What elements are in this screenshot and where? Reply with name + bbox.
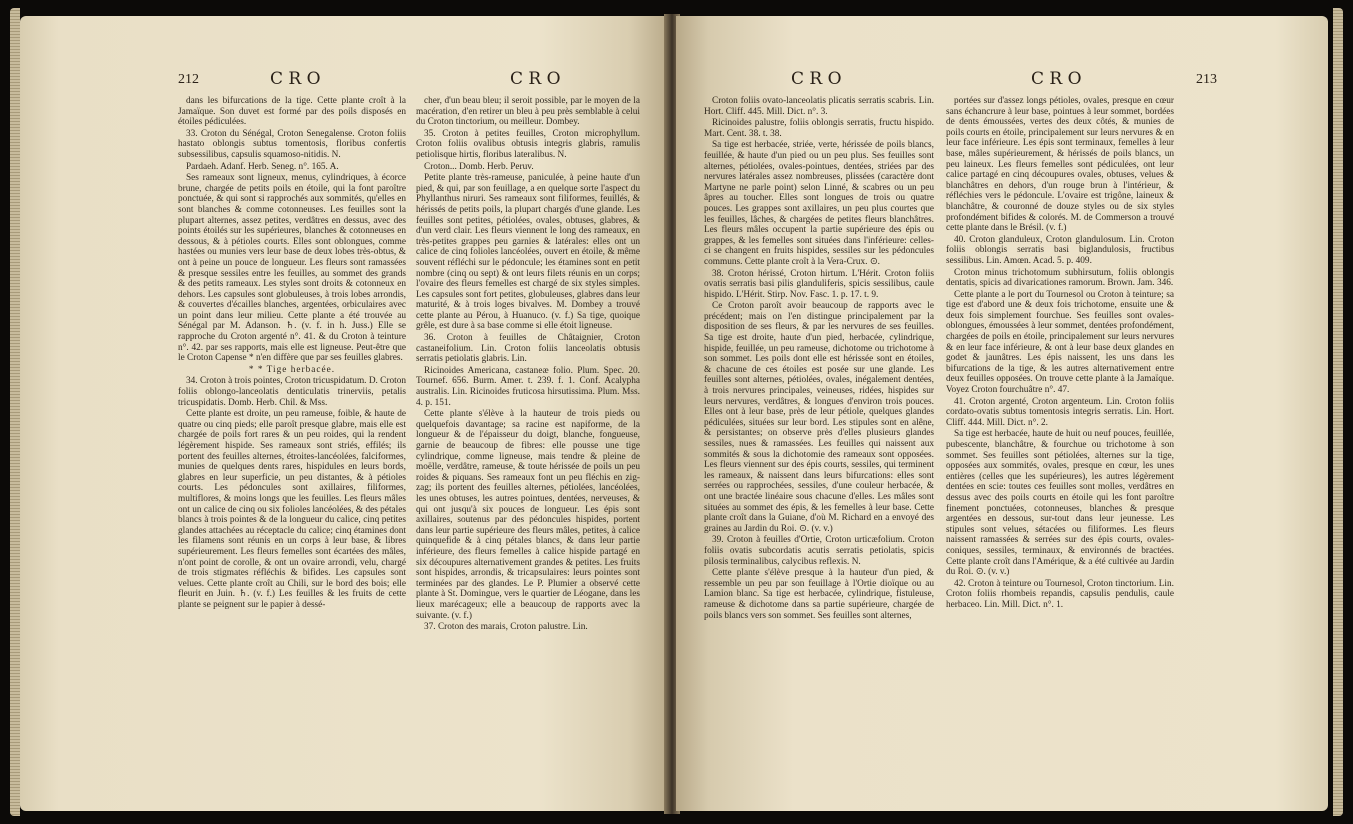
- left-running-head-1: C R O: [270, 69, 321, 89]
- paragraph: Croton foliis ovato-lanceolatis plicatis serratis scabris. Lin. Hort. Cliff. 445. Mill. Dict. n°. 3.: [704, 96, 934, 117]
- paragraph: Cette plante est droite, un peu rameuse, foible, & haute de quatre ou cinq pieds; elle paroît presque glabre, mais elle est chargée de poils fort rares & un peu roides, qui la rendent légèrement hispide. Ses rameaux sont striés, effilés; ils portent des feuilles alternes, étroites-lancéolées, falciformes, munies de quelques dents rares, hispidules en leurs bords, glabres en leur superficie, un peu distantes, & à pétioles courts. Les pédoncules sont axillaires, filiformes, multiflores, & moins longs que les feuilles. Les fleurs mâles ont un calice de cinq ou six folioles lancéolées, & des pétales blancs à trois pointes & de la longueur du calice, cinq petites glandes attachées au réceptacle du calice; cinq étamines dont les filamens sont réunis en un corps à leur base, & libres supérieurement. Les fleurs femelles sont écartées des mâles, n'ont point de corolle, & ont un ovaire arrondi, velu, chargé de trois stigmates réfléchis & bifides. Les capsules sont velues. Cette plante croît au Chili, sur le bord des bois; elle fleurit en Juin. ♄. (v. f.) Les feuilles & les fruits de cette plante se peignent sur le papier à dessé-: [178, 409, 406, 610]
- paragraph: Croton... Domb. Herb. Peruv.: [424, 161, 534, 172]
- paragraph: Croton minus trichotomum subhirsutum, foliis oblongis dentatis, spicis ad divaricationes ramorum. Brown. Jam. 346.: [946, 267, 1174, 289]
- left-page-number: 212: [178, 72, 199, 87]
- paragraph: 42. Croton à teinture ou Tournesol, Croton tinctorium. Lin. Croton foliis rhombeis repandis, capsulis pendulis, caule herbaceo. Lin. Mill. Dict. n°. 1.: [946, 578, 1174, 610]
- right-page-edges: [1333, 8, 1343, 816]
- paragraph: Sa tige est herbacée, haute de huit ou neuf pouces, feuillée, pubescente, blanchâtre, & fourchue ou trichotome à son sommet. Ses feuilles sont pétiolées, alternes sur la tige, opposées aux sommités, ovales, presque en cœur, les unes entières (celles que les supérieures), les autres légèrement dentées en scie: toutes ces feuilles sont molles, verdâtres en dessus avec des poils courts en étoile qui les font paroître finement ponctuées, cotonneuses, blanches & presque argentées en dessous, sur-tout dans leur jeunesse. Les stipules sont velues, sétacées ou filiformes. Les fleurs naissent ramassées & serrées sur des épis courts, ovales-coniques, sessiles, terminaux, & environnés de bractées. Cette plante croît dans l'Amérique, & a été cultivée au Jardin du Roi. ⊙. (v. v.): [946, 429, 1174, 578]
- paragraph: 41. Croton argenté, Croton argenteum. Lin. Croton foliis cordato-ovatis subtus tomentosis integris serratis. Lin. Hort. Cliff. 444. Mill. Dict. n°. 2.: [946, 396, 1174, 428]
- paragraph: Sa tige est herbacée, striée, verte, hérissée de poils blancs, feuillée, & haute d'un pied ou un peu plus. Ses feuilles sont alternes, pétiolées, ovales-pointues, dentées, striées par des nervures latérales assez nombreuses, plissées (caractère dont Martyne ne parle point) selon Linné, & scabres ou un peu âpres au toucher. Elles sont longues de trois ou quatre pouces. Les grappes sont axillaires, un peu plus courtes que les feuilles, lâches, & chargées de petites fleurs blanchâtres. Les fleurs mâles occupent la partie supérieure des épis ou grappes, & les femelles sont situées dans l'inférieure: celles-ci se changent en fruits hispides, sessiles sur les pédoncules communs. Cette plante croît à la Vera-Crux. ⊙.: [704, 140, 934, 267]
- paragraph: 40. Croton glanduleux, Croton glandulosum. Lin. Croton foliis oblongis serratis basi biglandulosis, fructibus sessilibus. Lin. Amœn. Acad. 5. p. 409.: [946, 234, 1174, 266]
- right-column-1: [704, 96, 934, 622]
- paragraph: Ricinoides Americana, castaneæ folio. Plum. Spec. 20. Tournef. 656. Burm. Amer. t. 239. f. 1. Conf. Acalypha australis. Lin. Ricinoides fruticosa hirsutissima. Plum. Mss. 4. p. 151.: [416, 365, 640, 408]
- paragraph: 38. Croton hérissé, Croton hirtum. L'Hérit. Croton foliis ovatis serratis basi pilis glanduliferis, spicis sessilibus, caule hispido. L'Hérit. Stirp. Nov. Fasc. 1. p. 17. t. 9.: [704, 268, 934, 300]
- left-page-edges: [10, 8, 20, 816]
- paragraph: cher, d'un beau bleu; il seroit possible, par le moyen de la macération, d'en retirer un bleu à peu près semblable à celui du Croton tinctorium, ou meilleur. Dombey.: [416, 96, 640, 128]
- paragraph: Cette plante s'élève à la hauteur de trois pieds ou quelquefois davantage; sa racine est napiforme, de la longueur & de l'épaisseur du doigt, blanche, fongueuse, garnie de beaucoup de fibres: elle pousse une tige cylindrique, comme ligneuse, mais tendre & pleine de moëlle, verdâtre, rameuse, & toute hérissée de poils un peu roides & piquans. Ses rameaux font un peu fléchis en zig-zag; ils portent des feuilles alternes, pétiolées, lancéolées, les unes obtuses, les autres pointues, dentées, nerveuses, & qui ont jusqu'à six pouces de longueur. Les épis sont axillaires, soutenus par des pédoncules hispides, portent dans leur partie supérieure des fleurs mâles, petites, à calice quinquefide & à cinq pétales blancs, & dans leur partie inférieure, des fleurs femelles à calice hispide partagé en six découpures alternativement grandes & petites. Les fruits sont hispides, arrondis, & tricapsulaires: leurs pointes sont terminées par des glandes. Le P. Plumier a observé cette plante à St. Domingue, vers le quartier de Léogane, dans les lieux marécageux; elle a beaucoup de rapports avec la suivante. (v. f.): [416, 409, 640, 621]
- right-page: [676, 16, 1328, 811]
- paragraph: Ses rameaux sont ligneux, menus, cylindriques, à écorce brune, chargée de petits poils en étoile, qui la font paroître ponctuée, & qui sont si rapprochés aux sommités, qu'elles en sont blanches & comme cotonneuses. Les feuilles sont la plupart alternes, assez petites, verdâtres en dessus, avec des points étoilés sur les supérieures, blanches & cotonneuses en dessous, & à pétioles courts. Elles sont oblongues, comme hastées ou munies vers leur base de deux lobes très-obtus, & ont à peine un pouce de longueur. Les fleurs sont ramassées & presque sessiles entre les feuilles, au sommet des grands & des petits rameaux. Les styles sont droits & cotonneux en dehors. Les capsules sont globuleuses, à trois lobes arrondis, & couvertes d'écailles blanches, argentées, orbiculaires avec un point dans leur milieu. Cette plante a été trouvée au Sénégal par M. Adanson. ♄. (v. f. in h. Juss.) Elle se rapproche du Croton argenté n°. 41. & du Croton à teinture n°. 42. par ses rapports, mais elle est ligneuse. Peut-être que le Croton Capense * n'en diffère que par ses feuilles glabres.: [178, 173, 406, 364]
- paragraph: dans les bifurcations de la tige. Cette plante croît à la Jamaïque. Son duvet est formé par des poils disposés en étoiles pédiculées.: [178, 96, 406, 128]
- right-running-head-1: C R O: [791, 69, 842, 89]
- paragraph: Cette plante a le port du Tournesol ou Croton à teinture; sa tige est d'abord une & deux fois trichotome, ensuite une & deux fois simplement fourchue. Ses feuilles sont ovales-oblongues, émoussées à leur sommet, dentées profondément, chargées de poils en étoile, principalement sur leurs nervures & en leur face inférieure, & ont à leur base deux glandes en godet & jaunâtres. Les épis naissent, les uns dans les bifurcations de la tige, & les autres alternativement entre deux feuilles opposées. On trouve cette plante à la Jamaïque. Voyez Croton fourchuâtre n°. 47.: [946, 289, 1174, 396]
- paragraph: Ricinoides palustre, foliis oblongis serratis, fructu hispido. Mart. Cent. 38. t. 38.: [704, 118, 934, 139]
- paragraph: * * Tige herbacée.: [248, 364, 336, 375]
- right-running-head-2: C R O: [1031, 69, 1082, 89]
- paragraph: 34. Croton à trois pointes, Croton tricuspidatum. D. Croton foliis oblongo-lanceolatis denticulatis trinerviis, petalis tricuspidatis. Domb. Herb. Chil. & Mss.: [178, 376, 407, 408]
- left-column-2: [416, 96, 640, 634]
- paragraph: Ce Croton paroît avoir beaucoup de rapports avec le précédent; mais on l'en distingue principalement par la disposition de ses fleurs, & par les nervures de ses feuilles. Sa tige est droite, haute d'un pied, herbacée, cylindrique, hispide, feuillée, un peu rameuse, dichotome ou trichotome à son sommet. Les poils dont elle est hérissée sont en étoiles, & chacune de ces étoiles est posée sur une glande. Les feuilles sont alternes, pétiolées, ovales, inégalement dentées, à trois nervures principales, veineuses, ridées, hispides sur leurs nervures, verdâtres, & longues d'environ trois pouces. Elles ont à leur base, près de leur pétiole, quelques glandes pédiculées, situées sur leur bord. Les stipules sont en alêne, & persistantes; on observe près d'elles plusieurs glandes sessiles, nues & ramassées. Les feuilles qui naissent aux sommités & sous la dichotomie des rameaux sont opposées. Les fleurs viennent sur des épis courts, sessiles, qui terminent les rameaux, & naissent dans leurs bifurcations: elles sont serrées ou rapprochées, sessiles, d'une couleur herbacée, & ont une bractée linéaire sous chacune d'elles. Les mâles sont situées au sommet des épis, & les femelles à leur base. Cette plante croît dans la Guiane, d'où M. Richard en a envoyé des graines au Jardin du Roi. ⊙. (v. v.): [704, 301, 934, 534]
- paragraph: portées sur d'assez longs pétioles, ovales, presque en cœur sans échancrure à leur base, pointues à leur sommet, bordées de dents émoussées, vertes des deux côtés, & munies de poils courts en étoile, principalement sur leurs nervures & en leur face inférieure. Les épis sont terminaux, femelles à leur base, mâles supérieurement, & hérissés de poils blancs, un peu laineux. Les fleurs femelles sont pédiculées, ont leur calice partagé en cinq découpures ovales, obtuses, velues & blanchâtres en dehors, d'un rouge brun à l'intérieur, & réfléchies vers le pédoncule. L'ovaire est trigône, laineux & blanchâtre, & couronné de douze styles ou de six styles profondément bifides & colorés. M. de Commerson a trouvé cette plante dans le Brésil. (v. f.): [946, 96, 1174, 234]
- paragraph: 36. Croton à feuilles de Châtaignier, Croton castaneifolium. Lin. Croton foliis lanceolatis obtusis serratis petiolatis glabris. Lin.: [416, 333, 640, 365]
- right-column-2: [946, 96, 1174, 612]
- left-running-head-2: C R O: [510, 69, 561, 89]
- paragraph: Petite plante très-rameuse, paniculée, à peine haute d'un pied, & qui, par son feuillage, a en quelque sorte l'aspect du Phyllanthus niruri. Ses rameaux sont filiformes, feuillés, & hérissés de petits poils, la plupart chargés d'une glande. Les feuilles sont petites, pétiolées, ovales, obtuses, glabres, & d'un verd clair. Les fleurs viennent le long des rameaux, en très-petites grappes peu garnies & latérales: elles ont un calice de cinq folioles lancéolées, ouvert en étoile, & même souvent réfléchi sur le pédoncule; les étamines sont en petit nombre (cinq ou sept) & ont leurs filets réunis en un corps; l'ovaire des fleurs femelles est chargé de six styles simples. Les capsules sont fort petites, globuleuses, glabres dans leur maturité, & à trois loges bivalves. M. Dombey a trouvé cette plante au Pérou, à Huanuco. (v. f.) Sa tige, quoique grêle, est dure à sa base comme si elle étoit ligneuse.: [416, 173, 640, 332]
- paragraph: 37. Croton des marais, Croton palustre. Lin.: [424, 622, 588, 633]
- open-book: [8, 6, 1345, 818]
- paragraph: 35. Croton à petites feuilles, Croton microphyllum. Croton foliis ovalibus obtusis integris glabris, ramulis petiolisque hirtis, floribus lateralibus. N.: [416, 128, 640, 160]
- paragraph: 39. Croton à feuilles d'Ortie, Croton urticæfolium. Croton foliis ovatis subcordatis acutis serratis petiolatis, spicis pilosis terminalibus, calycibus reflexis. N.: [704, 535, 934, 567]
- paragraph: Cette plante s'élève presque à la hauteur d'un pied, & ressemble un peu par son feuillage à l'Ortie dioïque ou au Lamion blanc. Sa tige est herbacée, cylindrique, fistuleuse, rameuse & dichotome dans sa partie supérieure, chargée de poils blancs vers son sommet. Ses feuilles sont alternes,: [704, 568, 934, 621]
- left-page: [20, 16, 668, 811]
- paragraph: Pardaeh. Adanf. Herb. Seneg. n°. 165. A.: [186, 161, 339, 172]
- paragraph: 33. Croton du Sénégal, Croton Senegalense. Croton foliis hastato oblongis subtus tomentosis, floribus confertis subsessilibus, capsulis squamoso-nitidis. N.: [178, 128, 406, 160]
- right-page-number: 213: [1196, 72, 1217, 87]
- left-column-1: [178, 96, 406, 612]
